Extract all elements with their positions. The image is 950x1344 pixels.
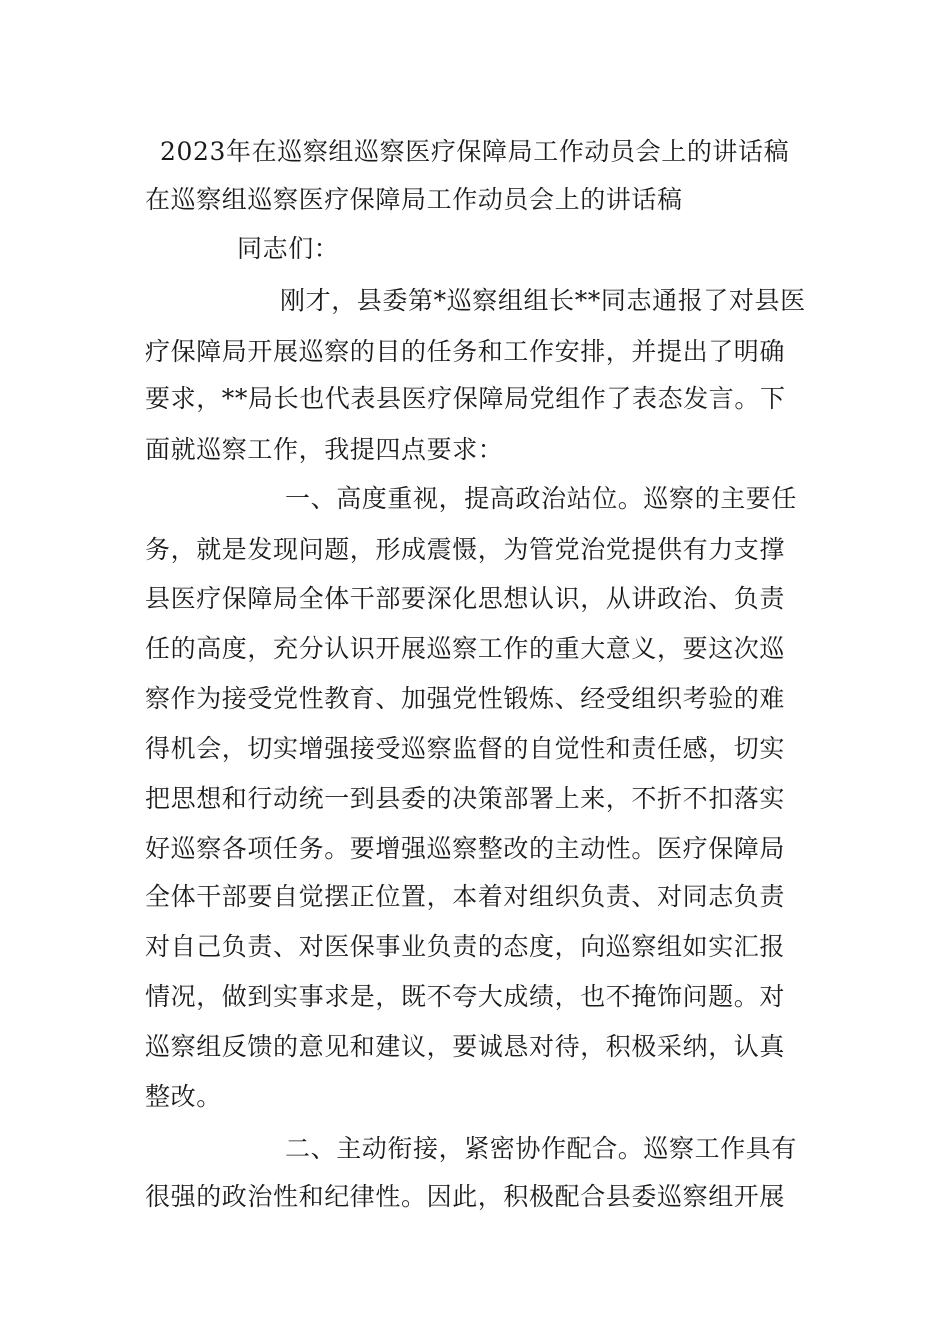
document-subtitle: 在巡察组巡察医疗保障局工作动员会上的讲话稿 bbox=[145, 185, 683, 214]
paragraph-line: 巡察组反馈的意见和建议，要诚恳对待，积极采纳，认真 bbox=[145, 1032, 786, 1061]
paragraph-line: 整改。 bbox=[145, 1082, 222, 1111]
paragraph-line: 对自己负责、对医保事业负责的态度，向巡察组如实汇报 bbox=[145, 932, 786, 961]
section-heading-line: 一、高度重视，提高政治站位。巡察的主要任 bbox=[285, 484, 798, 513]
paragraph-line: 任的高度，充分认识开展巡察工作的重大意义，要这次巡 bbox=[145, 634, 786, 663]
paragraph-line: 务，就是发现问题，形成震慑，为管党治党提供有力支撑 bbox=[145, 535, 786, 564]
paragraph-line: 察作为接受党性教育、加强党性锻炼、经受组织考验的难 bbox=[145, 684, 786, 713]
paragraph-line: 好巡察各项任务。要增强巡察整改的主动性。医疗保障局 bbox=[145, 834, 786, 863]
paragraph-line: 县医疗保障局全体干部要深化思想认识，从讲政治、负责 bbox=[145, 584, 786, 613]
section-heading-line: 二、主动衔接，紧密协作配合。巡察工作具有 bbox=[285, 1134, 798, 1163]
paragraph-line: 很强的政治性和纪律性。因此，积极配合县委巡察组开展 bbox=[145, 1182, 786, 1211]
paragraph-line: 要求，**局长也代表县医疗保障局党组作了表态发言。下 bbox=[145, 384, 786, 413]
paragraph-line: 刚才，县委第*巡察组组长**同志通报了对县医 bbox=[280, 286, 806, 315]
paragraph-line: 情况，做到实事求是，既不夸大成绩，也不掩饰问题。对 bbox=[145, 982, 786, 1011]
paragraph-line: 得机会，切实增强接受巡察监督的自觉性和责任感，切实 bbox=[145, 734, 786, 763]
paragraph-line: 全体干部要自觉摆正位置，本着对组织负责、对同志负责 bbox=[145, 882, 786, 911]
salutation: 同志们： bbox=[237, 234, 340, 263]
document-title: 2023年在巡察组巡察医疗保障局工作动员会上的讲话稿 bbox=[160, 137, 790, 166]
paragraph-line: 面就巡察工作，我提四点要求： bbox=[145, 435, 504, 464]
paragraph-line: 把思想和行动统一到县委的决策部署上来，不折不扣落实 bbox=[145, 784, 786, 813]
paragraph-line: 疗保障局开展巡察的目的任务和工作安排，并提出了明确 bbox=[145, 337, 786, 366]
